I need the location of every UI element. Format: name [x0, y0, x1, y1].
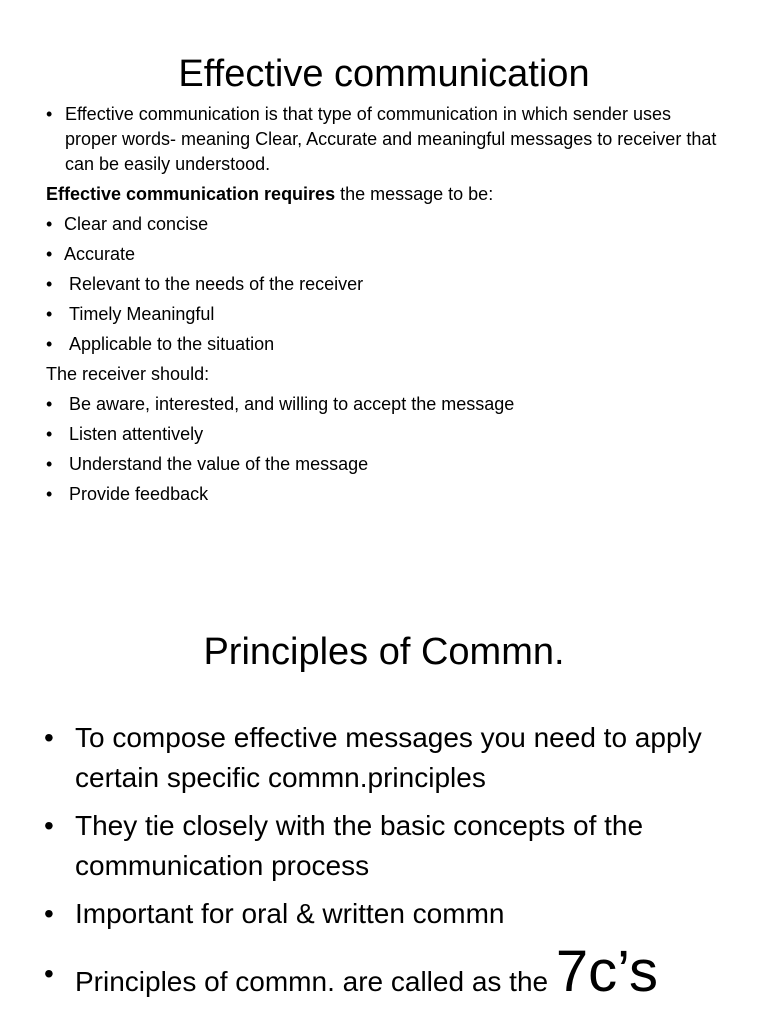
intro-bullet: [46, 102, 726, 177]
list-item-text: They tie closely with the basic concepts of the communication process: [75, 810, 644, 881]
list-item: [46, 482, 726, 507]
list-item-text: Applicable to the situation: [69, 334, 275, 354]
list-item: [46, 392, 726, 417]
bullet-icon: •: [46, 244, 53, 264]
list-item-text: Clear and concise: [64, 214, 209, 234]
list-item-text: [75, 939, 658, 1004]
bullet-icon: •: [46, 394, 53, 414]
slide-principles-of-commn: [0, 560, 768, 1024]
receiver-heading: The receiver should:: [46, 364, 210, 384]
bullet-icon: •: [44, 898, 54, 929]
bullet-icon: •: [46, 214, 53, 234]
list-item: [46, 452, 726, 477]
slide-body: [44, 718, 744, 1010]
requires-bold-text: Effective communication requires: [46, 184, 336, 204]
bullet-icon: •: [46, 104, 53, 124]
list-item-text: Be aware, interested, and willing to accept the message: [69, 394, 515, 414]
bullet-icon: •: [44, 722, 54, 753]
list-item-text: Timely Meaningful: [69, 304, 215, 324]
list-item: [44, 806, 744, 886]
list-item: [44, 939, 744, 1004]
list-item: [46, 242, 726, 267]
list-item-text: Understand the value of the message: [69, 454, 369, 474]
slide-title: Principles of Commn.: [203, 631, 565, 673]
requires-line: [46, 182, 726, 207]
list-item-text: Important for oral & written commn: [75, 898, 505, 929]
seven-cs-text: 7c’s: [555, 939, 658, 1004]
list-item: [46, 422, 726, 447]
bullet-icon: •: [46, 274, 53, 294]
bullet-icon: •: [44, 958, 54, 989]
intro-text: Effective communication is that type of communication in which sender uses proper words- meaning Clear, Accurate and meaningful messages to receiver that can be easily understood.: [65, 104, 717, 174]
list-item: [44, 718, 744, 798]
list-item-text: Provide feedback: [69, 484, 209, 504]
list-item-text: To compose effective messages you need to apply certain specific commn.principles: [75, 722, 702, 793]
list-item-text: Listen attentively: [69, 424, 204, 444]
bullet-icon: •: [46, 304, 53, 324]
bullet-icon: •: [46, 424, 53, 444]
list-item: [46, 332, 726, 357]
list-item: [46, 212, 726, 237]
list-item: [46, 302, 726, 327]
slide-body: [46, 102, 726, 512]
bullet-icon: •: [46, 334, 53, 354]
bullet-icon: •: [46, 484, 53, 504]
bullet-icon: •: [46, 454, 53, 474]
bullet-icon: •: [44, 810, 54, 841]
last-item-text: Principles of commn. are called as the: [75, 966, 556, 997]
list-item: [44, 894, 744, 934]
list-item: [46, 272, 726, 297]
list-item-text: Relevant to the needs of the receiver: [69, 274, 364, 294]
list-item-text: Accurate: [64, 244, 136, 264]
slide-title: Effective communication: [178, 53, 590, 95]
requires-rest-text: the message to be:: [335, 184, 494, 204]
